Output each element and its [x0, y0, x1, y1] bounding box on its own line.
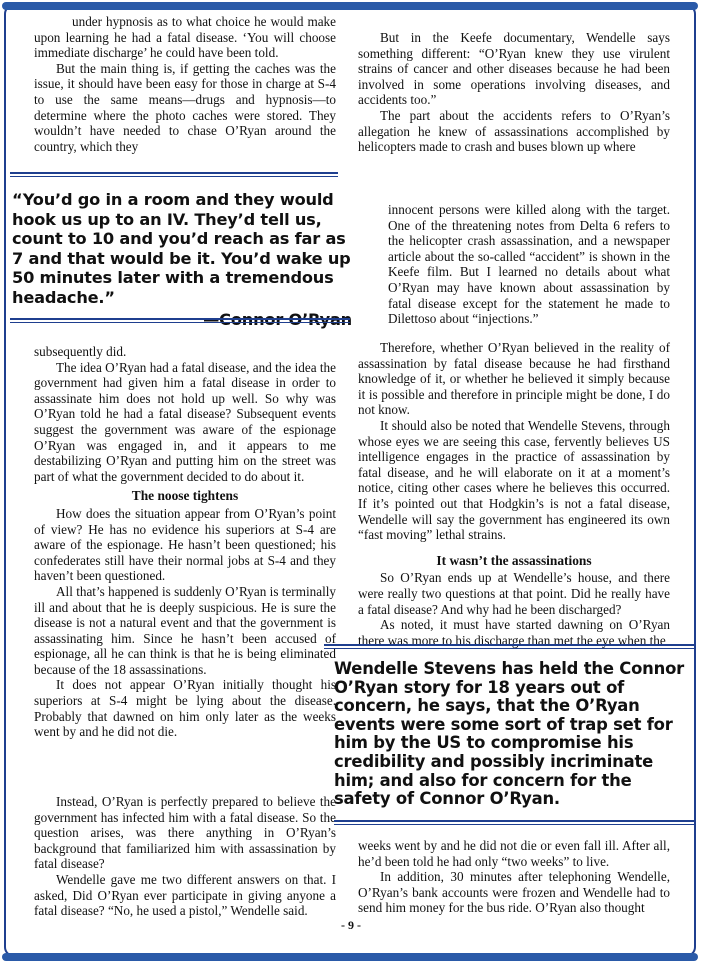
paragraph: subsequently did.	[34, 344, 127, 359]
right-column-end	[358, 838, 670, 916]
page-number: - 9 -	[341, 918, 361, 932]
right-column-top	[358, 30, 670, 155]
left-column-top	[34, 14, 336, 154]
paragraph: Therefore, whether O’Ryan believed in the reality of assassination by fatal disease because he had firsthand knowledge of it, or whether he believed it simply because it is possible and therefore in principle might be done, I do not know.	[358, 340, 670, 418]
paragraph: innocent persons were killed along with the target. One of the threatening notes from Delta 6 refers to the helicopter crash assassination, and a newspaper article about the so-called “accident” is shown in the Keefe film. But I learned no details about what O’Ryan may have known about assassination by fatal disease except for the statement he made to Dilettoso about “injections.”	[388, 202, 670, 327]
paragraph: So O’Ryan ends up at Wendelle’s house, and there were really two questions at that point. Did he really have a fatal disease? And why had he been discharged?	[358, 570, 670, 617]
left-column-end	[34, 794, 336, 919]
left-column-bottom	[34, 344, 336, 740]
pull-quote-1	[12, 190, 352, 329]
paragraph: But the main thing is, if getting the caches was the issue, it should have been easy for those in charge at S-4 to use the same means—drugs and hypnosis—to determine where the photo caches were stored. They wouldn’t have needed to chase O’Ryan around the country, which they	[34, 60, 336, 154]
section-heading: It wasn’t the assassinations	[436, 552, 592, 568]
paragraph: It does not appear O’Ryan initially thought his superiors at S-4 might be lying about the disease. Probably that dawned on him only later as the weeks went by and he did not die.	[34, 677, 336, 740]
pullquote-rule-top	[10, 172, 338, 177]
right-column-indented	[388, 202, 670, 327]
paragraph: In addition, 30 minutes after telephoning Wendelle, O’Ryan’s bank accounts were frozen and Wendelle had to send him money for the bus ride. O’Ryan also thought	[358, 869, 670, 916]
paragraph: weeks went by and he did not die or even fall ill. After all, he’d been told he had only “two weeks” to live.	[358, 838, 670, 869]
pullquote-rule-bottom	[10, 318, 350, 323]
pull-quote-text: “You’d go in a room and they would hook us up to an IV. They’d tell us, count to 10 and you’d reach as far as 7 and that would be it. You’d wake up 50 minutes later with a tremendous headache.”	[12, 190, 351, 307]
paragraph: How does the situation appear from O’Ryan’s point of view? He has no evidence his superiors at S-4 are aware of the espionage. He hasn’t been questioned; his confederates still have their normal jobs at S-4 and they haven’t been questioned.	[34, 505, 336, 584]
section-heading: The noose tightens	[131, 488, 239, 504]
pull-quote-attribution: —Connor O’Ryan	[203, 309, 352, 329]
paragraph: The idea O’Ryan had a fatal disease, and the idea the government had given him a fatal disease in order to assassinate him does not hold up well. So why was O’Ryan told he had a fatal disease? Subsequent events suggest the government was aware of the espionage O’Ryan was engaged in, and it appears to me destabilizing O’Ryan and putting him on the street was part of what the government decided to do about it.	[34, 359, 336, 484]
paragraph: under hypnosis as to what choice he would make upon learning he had a fatal disease. ‘You will choose immediate discharge’ he could have been told.	[34, 14, 336, 61]
top-bar	[2, 2, 698, 10]
paragraph: All that’s happened is suddenly O’Ryan is terminally ill and about that he is deeply suspicious. He is sure the disease is not a natural event and that the government is assassinating him. Since he hasn’t been accused of espionage, all he can think is that he is being eliminated because of the 18 assassinations.	[34, 583, 336, 677]
pull-quote-2: Wendelle Stevens has held the Connor O’Ryan story for 18 years out of concern, he says, that the O’Ryan events were some sort of trap set for him by the US to compromise his credibility and possibly incriminate him; and also for concern for the safety of Connor O’Ryan.	[334, 659, 685, 809]
paragraph: But in the Keefe documentary, Wendelle says something different: “O’Ryan knew they use virulent strains of cancer and other diseases because he had been involved in some operations involving diseases, and accidents too.”	[358, 30, 670, 108]
paragraph: The part about the accidents refers to O’Ryan’s allegation he knew of assassinations accomplished by helicopters made to crash and buses blown up where	[358, 107, 670, 155]
paragraph: As noted, it must have started dawning on O’Ryan there was more to his discharge than met the eye when the	[358, 617, 670, 648]
pullquote2-rule-top	[324, 644, 696, 649]
paragraph: Instead, O’Ryan is perfectly prepared to believe the government has infected him with a fatal disease. So the question arises, was there anything in O’Ryan’s background that familiarized him with assassination by fatal disease?	[34, 794, 336, 872]
paragraph: It should also be noted that Wendelle Stevens, through whose eyes we are seeing this case, fervently believes US intelligence engages in the practice of assassination by fatal disease, and he will elaborate on it at a moment’s notice, citing other cases where he believes this occurred. If it’s pointed out that Hodgkin’s is not a fatal disease, Wendelle will say the government has engineered its own “fast moving” lethal strains.	[358, 417, 670, 543]
bottom-bar	[2, 953, 698, 961]
paragraph: Wendelle gave me two different answers on that. I asked, Did O’Ryan ever participate in giving anyone a fatal disease? “No, he used a pistol,” Wendelle said.	[34, 871, 336, 919]
pullquote2-rule-bottom	[334, 820, 696, 825]
right-column-mid	[358, 340, 670, 648]
